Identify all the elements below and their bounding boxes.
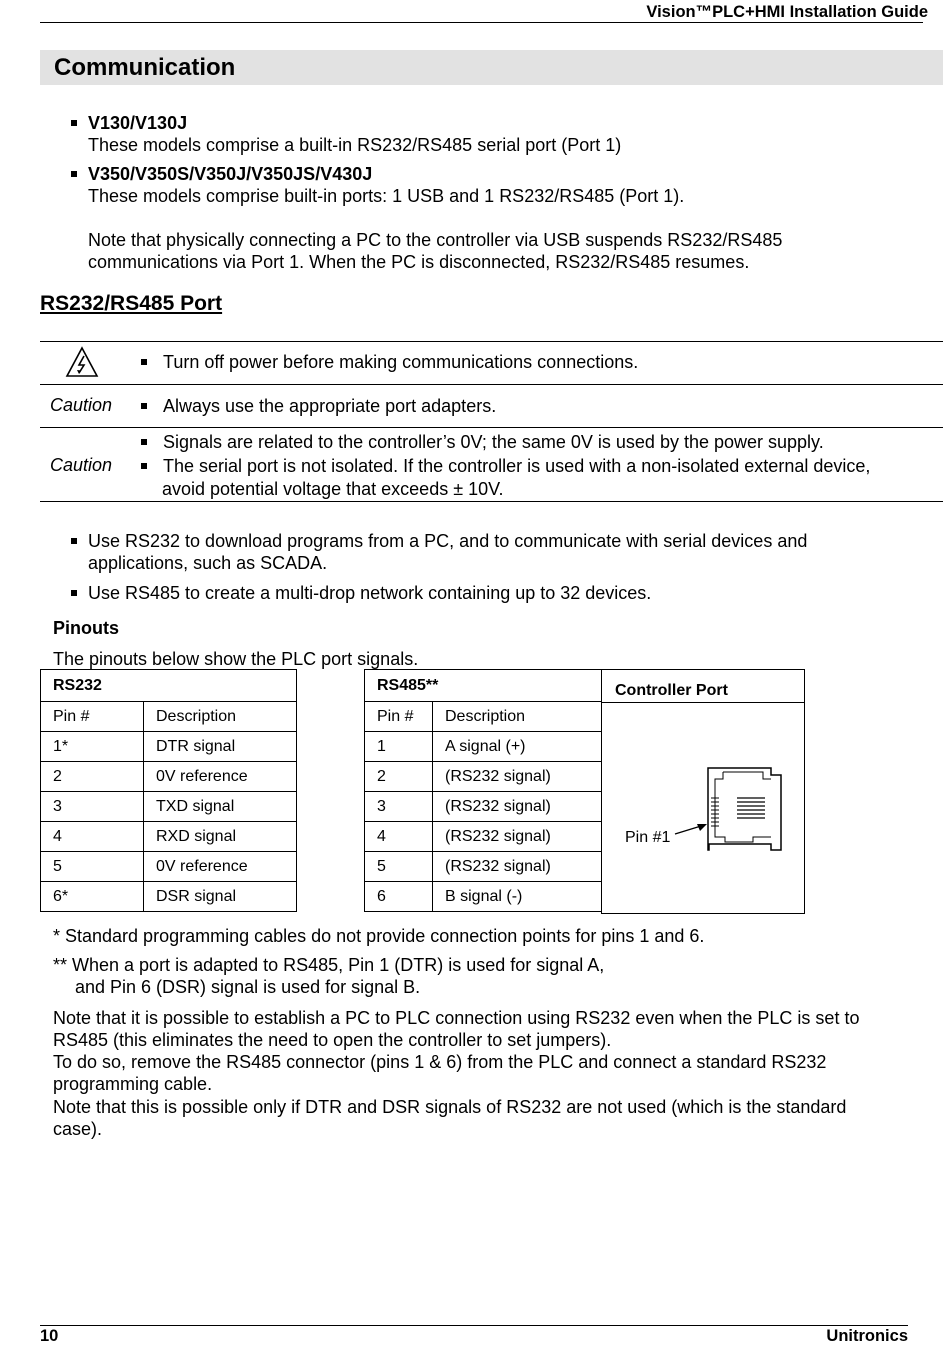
pin-cell: 1* [41, 732, 144, 762]
table-row [365, 852, 602, 882]
column-header-description: Description [433, 702, 602, 732]
table-row [41, 852, 297, 882]
table-row [365, 882, 602, 912]
pin-cell: 2 [365, 762, 433, 792]
pin-cell: 5 [41, 852, 144, 882]
caution-text: Turn off power before making communications connections. [163, 352, 639, 372]
controller-port-header-rule [602, 702, 804, 703]
desc-cell: (RS232 signal) [433, 792, 602, 822]
footnote-double: ** When a port is adapted to RS485, Pin 1 (DTR) is used for signal A, [53, 955, 605, 975]
rs485-pinout-table [364, 669, 602, 912]
caution-table-rule [40, 384, 943, 385]
final-note-line: case). [53, 1119, 103, 1139]
model-desc: These models comprise built-in ports: 1 USB and 1 RS232/RS485 (Port 1). [88, 186, 685, 206]
bullet-icon [71, 120, 77, 126]
final-note-line: Note that it is possible to establish a PC to PLC connection using RS232 even when the PLC is set to [53, 1008, 860, 1028]
table-row [41, 882, 297, 912]
pin-cell: 2 [41, 762, 144, 792]
header-rule [40, 22, 923, 23]
bullet-icon [141, 403, 147, 409]
final-note-line: To do so, remove the RS485 connector (pins 1 & 6) from the PLC and connect a standard RS232 [53, 1052, 827, 1072]
caution-table-rule [40, 501, 943, 502]
section-band [40, 50, 943, 85]
rj11-connector-icon [665, 764, 785, 856]
pin1-label: Pin #1 [625, 829, 671, 846]
rs232-pinout-table [40, 669, 297, 912]
bullet-icon [141, 463, 147, 469]
usb-note-line: Note that physically connecting a PC to the controller via USB suspends RS232/RS485 [88, 230, 783, 250]
table-title: RS232 [41, 670, 297, 702]
table-row [41, 762, 297, 792]
pin-cell: 1 [365, 732, 433, 762]
column-header-description: Description [144, 702, 297, 732]
caution-label: Caution [50, 395, 113, 415]
use-text: applications, such as SCADA. [88, 553, 328, 573]
pin-cell: 6* [41, 882, 144, 912]
desc-cell: (RS232 signal) [433, 762, 602, 792]
model-name: V350/V350S/V350J/V350JS/V430J [88, 164, 373, 184]
desc-cell: (RS232 signal) [433, 852, 602, 882]
pinouts-heading: Pinouts [53, 618, 119, 638]
port-heading: RS232/RS485 Port [40, 292, 223, 315]
table-row [365, 732, 602, 762]
bullet-icon [71, 590, 77, 596]
table-row [41, 732, 297, 762]
controller-port-title: Controller Port [615, 682, 728, 699]
pin-cell: 3 [41, 792, 144, 822]
table-row [365, 762, 602, 792]
running-header-title: Vision™PLC+HMI Installation Guide [646, 3, 928, 21]
desc-cell: A signal (+) [433, 732, 602, 762]
desc-cell: DSR signal [144, 882, 297, 912]
desc-cell: RXD signal [144, 822, 297, 852]
pin-cell: 6 [365, 882, 433, 912]
page-number: 10 [40, 1327, 59, 1345]
pinouts-intro: The pinouts below show the PLC port signals. [53, 649, 419, 669]
desc-cell: TXD signal [144, 792, 297, 822]
pin-cell: 3 [365, 792, 433, 822]
model-desc: These models comprise a built-in RS232/RS485 serial port (Port 1) [88, 135, 622, 155]
use-text: Use RS485 to create a multi-drop network containing up to 32 devices. [88, 583, 652, 603]
caution-text: Always use the appropriate port adapters. [163, 396, 497, 416]
column-header-pin: Pin # [365, 702, 433, 732]
table-row [41, 822, 297, 852]
bullet-icon [71, 538, 77, 544]
bullet-icon [71, 171, 77, 177]
caution-text: The serial port is not isolated. If the controller is used with a non-isolated external device, [163, 456, 871, 476]
caution-label: Caution [50, 455, 113, 475]
caution-table-rule [40, 341, 943, 342]
table-row [365, 792, 602, 822]
desc-cell: 0V reference [144, 762, 297, 792]
table-row [365, 822, 602, 852]
final-note-line: RS485 (this eliminates the need to open the controller to set jumpers). [53, 1030, 612, 1050]
desc-cell: DTR signal [144, 732, 297, 762]
caution-table-rule [40, 427, 943, 428]
footnote-single: * Standard programming cables do not provide connection points for pins 1 and 6. [53, 926, 705, 946]
electrical-hazard-icon [65, 346, 99, 378]
usb-note-line: communications via Port 1. When the PC is disconnected, RS232/RS485 resumes. [88, 252, 750, 272]
caution-text: Signals are related to the controller’s 0V; the same 0V is used by the power supply. [163, 432, 824, 452]
desc-cell: (RS232 signal) [433, 822, 602, 852]
desc-cell: 0V reference [144, 852, 297, 882]
pin-cell: 4 [365, 822, 433, 852]
bullet-icon [141, 439, 147, 445]
desc-cell: B signal (-) [433, 882, 602, 912]
column-header-pin: Pin # [41, 702, 144, 732]
final-note-line: Note that this is possible only if DTR and DSR signals of RS232 are not used (which is the standard [53, 1097, 847, 1117]
footnote-double: and Pin 6 (DSR) signal is used for signal B. [75, 977, 421, 997]
bullet-icon [141, 359, 147, 365]
table-title: RS485** [365, 670, 602, 702]
use-text: Use RS232 to download programs from a PC, and to communicate with serial devices and [88, 531, 808, 551]
caution-text: avoid potential voltage that exceeds ± 10V. [162, 479, 504, 499]
table-row [41, 792, 297, 822]
footer-brand: Unitronics [826, 1327, 908, 1345]
final-note-line: programming cable. [53, 1074, 213, 1094]
section-title: Communication [54, 54, 236, 81]
footer-rule [40, 1325, 908, 1326]
model-name: V130/V130J [88, 113, 188, 133]
pin-cell: 5 [365, 852, 433, 882]
pin-cell: 4 [41, 822, 144, 852]
